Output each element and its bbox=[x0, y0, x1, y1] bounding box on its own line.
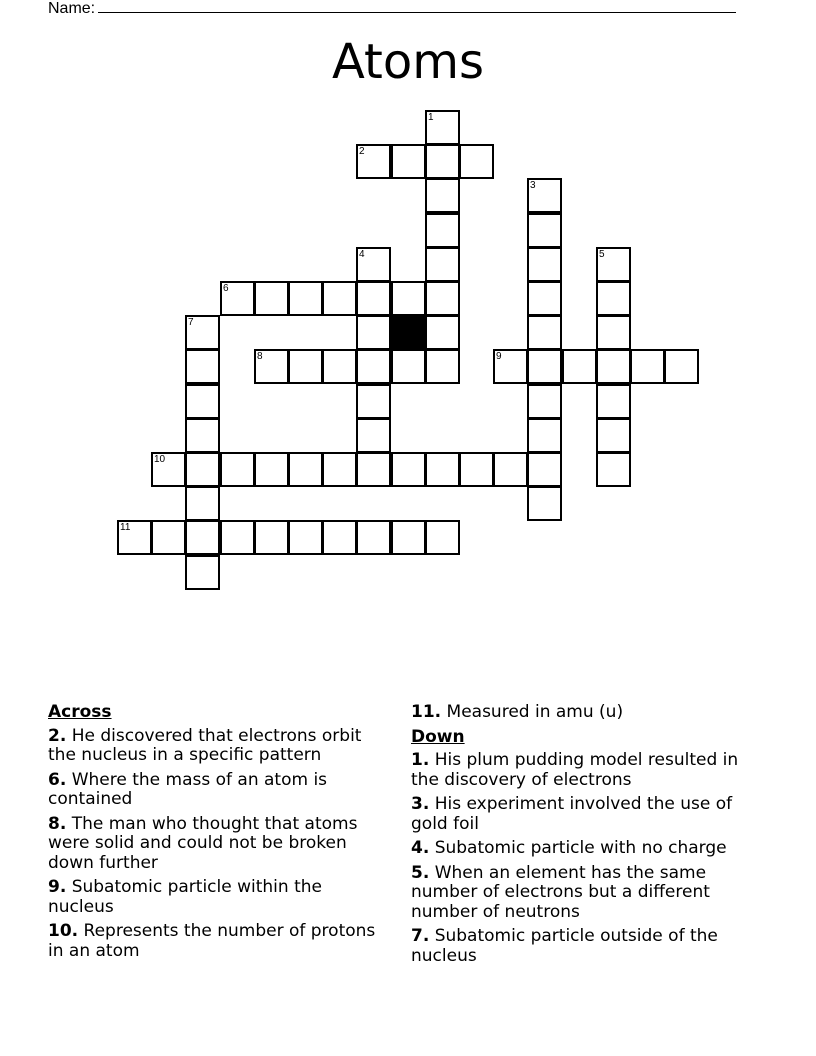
crossword-cell[interactable] bbox=[425, 213, 460, 248]
crossword-cell[interactable] bbox=[356, 520, 391, 555]
crossword-cell[interactable] bbox=[322, 349, 357, 384]
crossword-cell[interactable] bbox=[356, 418, 391, 453]
crossword-cell[interactable] bbox=[527, 486, 562, 521]
cell-number: 4 bbox=[359, 249, 365, 260]
down-heading: Down bbox=[411, 726, 465, 747]
clue-across-10 bbox=[48, 922, 393, 961]
cell-number: 2 bbox=[359, 146, 365, 157]
cell-number: 7 bbox=[188, 317, 194, 328]
crossword-cell[interactable] bbox=[117, 520, 152, 555]
crossword-cell[interactable] bbox=[356, 281, 391, 316]
clue-number: 6. bbox=[48, 769, 67, 790]
crossword-cell[interactable] bbox=[220, 520, 255, 555]
clue-text: Represents the number of protons in an atom bbox=[48, 921, 376, 961]
clue-number: 11. bbox=[411, 702, 442, 722]
crossword-cell[interactable] bbox=[596, 384, 631, 419]
crossword-cell[interactable] bbox=[425, 178, 460, 213]
clue-text: Measured in amu (u) bbox=[446, 702, 624, 722]
clue-number: 4. bbox=[411, 838, 430, 858]
across-heading: Across bbox=[48, 702, 112, 722]
crossword-cell[interactable] bbox=[425, 110, 460, 145]
crossword-cell[interactable] bbox=[288, 281, 323, 316]
crossword-cell[interactable] bbox=[425, 349, 460, 384]
clue-down-4 bbox=[411, 839, 756, 859]
crossword-cell[interactable] bbox=[425, 452, 460, 487]
crossword-cell[interactable] bbox=[664, 349, 699, 384]
cell-number: 6 bbox=[223, 283, 229, 294]
crossword-cell[interactable] bbox=[288, 349, 323, 384]
clue-number: 7. bbox=[411, 926, 430, 946]
crossword-cell[interactable] bbox=[425, 315, 460, 350]
crossword-cell[interactable] bbox=[425, 144, 460, 179]
clue-down-5 bbox=[411, 864, 756, 923]
crossword-cell[interactable] bbox=[220, 452, 255, 487]
crossword-cell[interactable] bbox=[288, 520, 323, 555]
crossword-cell[interactable] bbox=[527, 247, 562, 282]
crossword-cell[interactable] bbox=[151, 520, 186, 555]
crossword-cell[interactable] bbox=[185, 315, 220, 350]
clue-text: His plum pudding model resulted in the discovery of electrons bbox=[411, 750, 739, 790]
crossword-cell[interactable] bbox=[527, 281, 562, 316]
crossword-cell[interactable] bbox=[596, 247, 631, 282]
name-label: Name: bbox=[48, 0, 96, 17]
crossword-cell[interactable] bbox=[596, 452, 631, 487]
crossword-cell[interactable] bbox=[391, 349, 426, 384]
clue-text: Where the mass of an atom is contained bbox=[48, 769, 328, 809]
clue-across-6 bbox=[48, 771, 393, 810]
crossword-cell[interactable] bbox=[527, 178, 562, 213]
crossword-cell[interactable] bbox=[527, 452, 562, 487]
clue-number: 5. bbox=[411, 862, 430, 883]
crossword-cell[interactable] bbox=[151, 452, 186, 487]
cell-number: 10 bbox=[154, 454, 166, 465]
crossword-cell[interactable] bbox=[527, 315, 562, 350]
cell-number: 11 bbox=[120, 522, 131, 533]
crossword-cell[interactable] bbox=[425, 247, 460, 282]
crossword-cell[interactable] bbox=[185, 520, 220, 555]
clue-across-2 bbox=[48, 727, 393, 766]
crossword-cell[interactable] bbox=[391, 281, 426, 316]
cell-number: 3 bbox=[530, 180, 536, 191]
crossword-cell[interactable] bbox=[391, 452, 426, 487]
crossword-cell[interactable] bbox=[425, 520, 460, 555]
crossword-cell[interactable] bbox=[185, 452, 220, 487]
crossword-cell[interactable] bbox=[322, 520, 357, 555]
cell-number: 5 bbox=[599, 249, 605, 260]
crossword-cell[interactable] bbox=[185, 349, 220, 384]
clue-text: Subatomic particle with no charge bbox=[434, 838, 727, 858]
crossword-cell[interactable] bbox=[185, 384, 220, 419]
crossword-cell[interactable] bbox=[356, 452, 391, 487]
clue-number: 10. bbox=[48, 921, 79, 941]
crossword-cell[interactable] bbox=[459, 452, 494, 487]
crossword-cell[interactable] bbox=[527, 213, 562, 248]
crossword-cell[interactable] bbox=[562, 349, 597, 384]
crossword-cell[interactable] bbox=[493, 349, 528, 384]
crossword-cell[interactable] bbox=[356, 315, 391, 350]
crossword-cell[interactable] bbox=[459, 144, 494, 179]
black-square bbox=[391, 315, 426, 350]
crossword-cell[interactable] bbox=[356, 349, 391, 384]
crossword-cell[interactable] bbox=[288, 452, 323, 487]
crossword-cell[interactable] bbox=[356, 247, 391, 282]
clues-column-right bbox=[411, 703, 756, 971]
crossword-cell[interactable] bbox=[322, 452, 357, 487]
clue-down-1 bbox=[411, 751, 756, 790]
crossword-cell[interactable] bbox=[493, 452, 528, 487]
clue-text: Subatomic particle within the nucleus bbox=[48, 877, 322, 917]
clue-text: The man who thought that atoms were solid and could not be broken down further bbox=[48, 813, 358, 873]
clue-across-9 bbox=[48, 878, 393, 917]
crossword-cell[interactable] bbox=[425, 281, 460, 316]
clue-down-7 bbox=[411, 927, 756, 966]
crossword-cell[interactable] bbox=[254, 349, 289, 384]
cell-number: 1 bbox=[428, 112, 434, 123]
crossword-cell[interactable] bbox=[527, 349, 562, 384]
crossword-cell[interactable] bbox=[596, 418, 631, 453]
crossword-cell[interactable] bbox=[356, 144, 391, 179]
crossword-cell[interactable] bbox=[185, 418, 220, 453]
clue-across-11 bbox=[411, 703, 756, 723]
cell-number: 9 bbox=[496, 351, 502, 362]
clue-number: 2. bbox=[48, 725, 67, 746]
crossword-cell[interactable] bbox=[254, 452, 289, 487]
crossword-cell[interactable] bbox=[254, 520, 289, 555]
crossword-cell[interactable] bbox=[596, 315, 631, 350]
clue-text: When an element has the same number of electrons but a different number of neutrons bbox=[411, 862, 710, 922]
crossword-cell[interactable] bbox=[185, 486, 220, 521]
clue-text: Subatomic particle outside of the nucleus bbox=[411, 926, 718, 966]
crossword-cell[interactable] bbox=[527, 384, 562, 419]
clue-number: 9. bbox=[48, 877, 67, 897]
puzzle-title: Atoms bbox=[332, 34, 484, 90]
clues-column-left bbox=[48, 703, 393, 966]
cell-number: 8 bbox=[257, 351, 263, 362]
clue-text: He discovered that electrons orbit the nucleus in a specific pattern bbox=[48, 725, 362, 765]
clue-number: 1. bbox=[411, 750, 430, 770]
crossword-cell[interactable] bbox=[254, 281, 289, 316]
crossword-cell[interactable] bbox=[356, 384, 391, 419]
crossword-cell[interactable] bbox=[391, 520, 426, 555]
crossword-cell[interactable] bbox=[630, 349, 665, 384]
crossword-cell[interactable] bbox=[322, 281, 357, 316]
crossword-cell[interactable] bbox=[185, 555, 220, 590]
crossword-cell[interactable] bbox=[596, 349, 631, 384]
clue-text: His experiment involved the use of gold foil bbox=[411, 794, 733, 834]
crossword-cell[interactable] bbox=[391, 144, 426, 179]
clue-number: 8. bbox=[48, 813, 67, 834]
crossword-cell[interactable] bbox=[220, 281, 255, 316]
clue-down-3 bbox=[411, 795, 756, 834]
clue-number: 3. bbox=[411, 794, 430, 814]
clue-across-8 bbox=[48, 815, 393, 874]
crossword-cell[interactable] bbox=[596, 281, 631, 316]
crossword-cell[interactable] bbox=[527, 418, 562, 453]
